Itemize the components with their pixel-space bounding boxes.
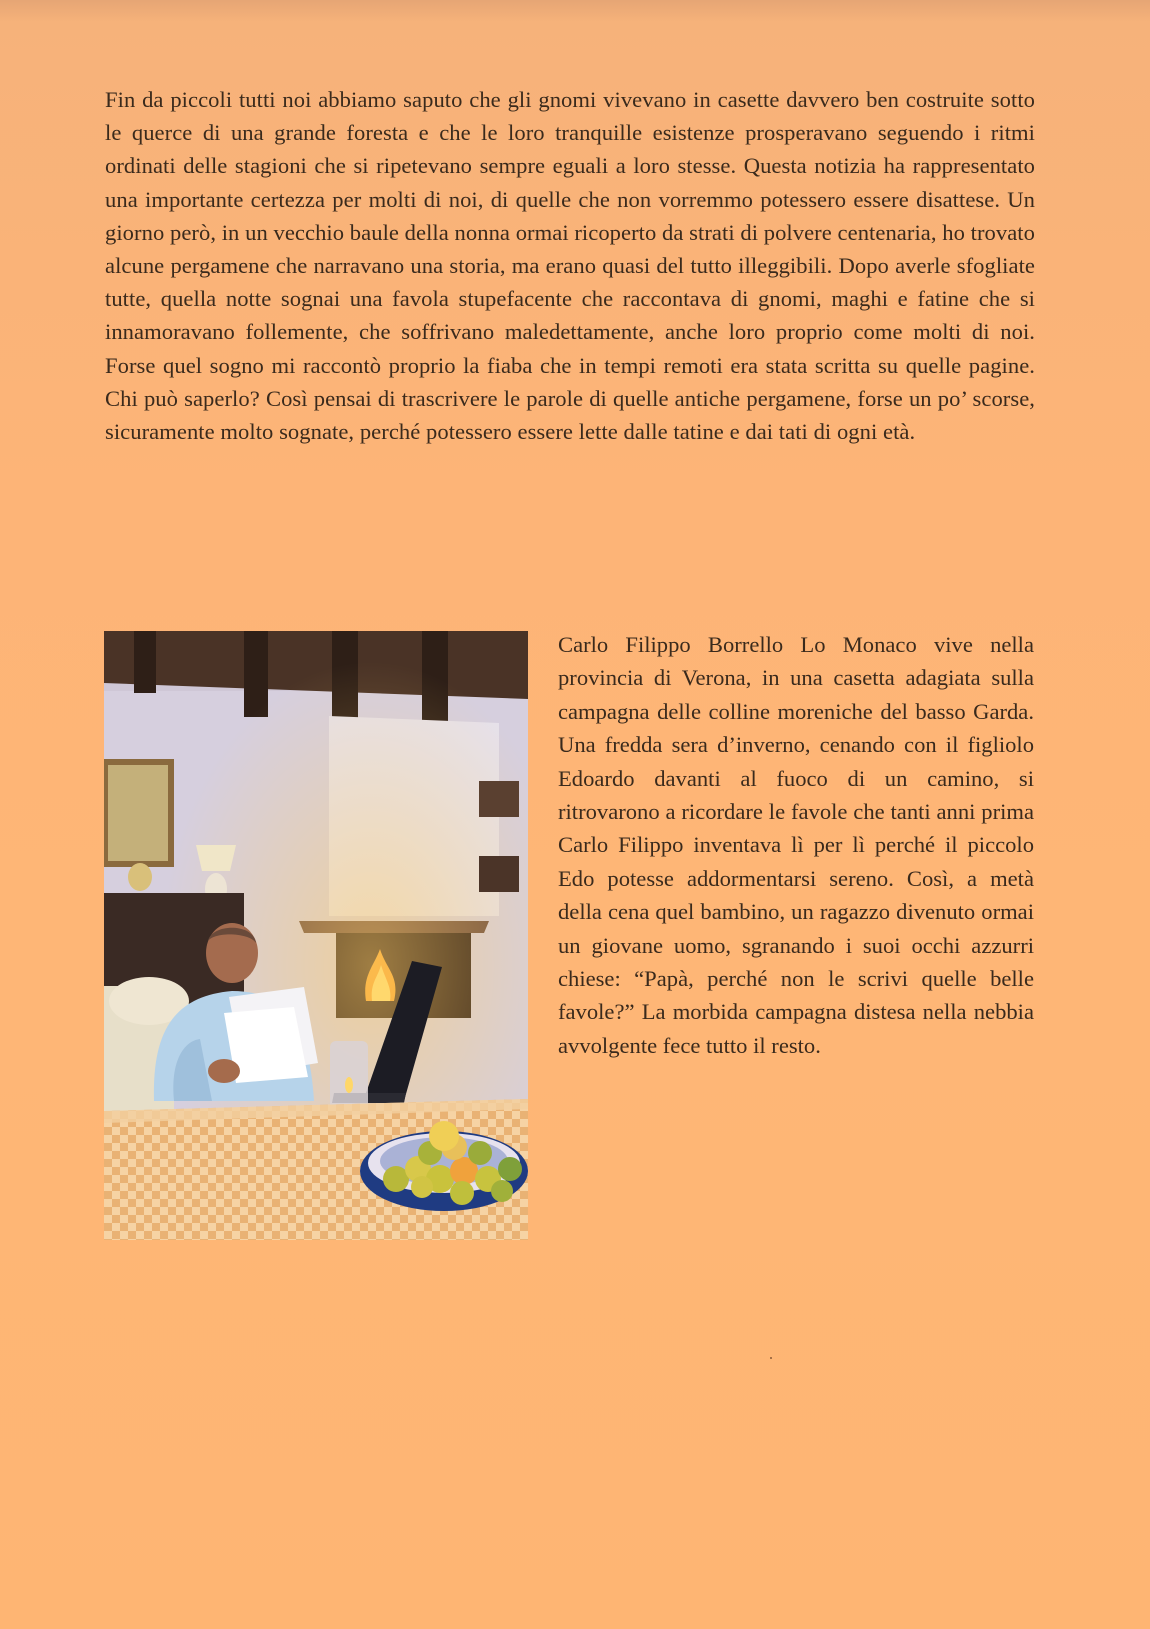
scan-shadow <box>0 0 1150 22</box>
scan-speck <box>770 1357 772 1359</box>
author-bio: Carlo Filippo Borrello Lo Monaco vive nella provincia di Verona, in una casetta adagiata sulla campagna delle colline moreniche del basso Garda. Una fredda sera d’inverno, cenando con il figliolo Edoardo davanti al fuoco di un camino, si ritrovarono a ricordare le favole che tanti anni prima Carlo Filippo inventava lì per lì perché il piccolo Edo potesse addormentarsi sereno. Così, a metà della cena quel bambino, un ragazzo divenuto ormai un giovane uomo, sgranando i suoi occhi azzurri chiese: “Papà, perché non le scrivi quelle belle favole?” La morbida campagna distesa nella nebbia avvolgente fece tutto il resto. <box>558 632 1034 1058</box>
author-photo <box>104 631 528 1240</box>
book-blurb: Fin da piccoli tutti noi abbiamo saputo che gli gnomi vivevano in casette davvero ben costruite sotto le querce di una grande foresta e che le loro tranquille esistenze prosperavano seguendo i ritmi ordinati delle stagioni che si ripetevano sempre eguali a loro stesse. Questa notizia ha rappresentato una importante certezza per molti di noi, di quelle che non vorremmo potessero essere disattese. Un giorno però, in un vecchio baule della nonna ormai ricoperto da strati di polvere centenaria, ho trovato alcune pergamene che narravano una storia, ma erano quasi del tutto illeggibili. Dopo averle sfogliate tutte, quella notte sognai una favola stupefacente che raccontava di gnomi, maghi e fatine che si innamoravano follemente, che soffrivano maledettamente, anche loro proprio come molti di noi. Forse quel sogno mi raccontò proprio la fiaba che in tempi remoti era stata scritta su quelle pagine. Chi può saperlo? Così pensai di trascrivere le parole di quelle antiche pergamene, forse un po’ scorse, sicuramente molto sognate, perché potessero essere lette dalle tatine e dai tati di ogni età. <box>105 87 1035 445</box>
